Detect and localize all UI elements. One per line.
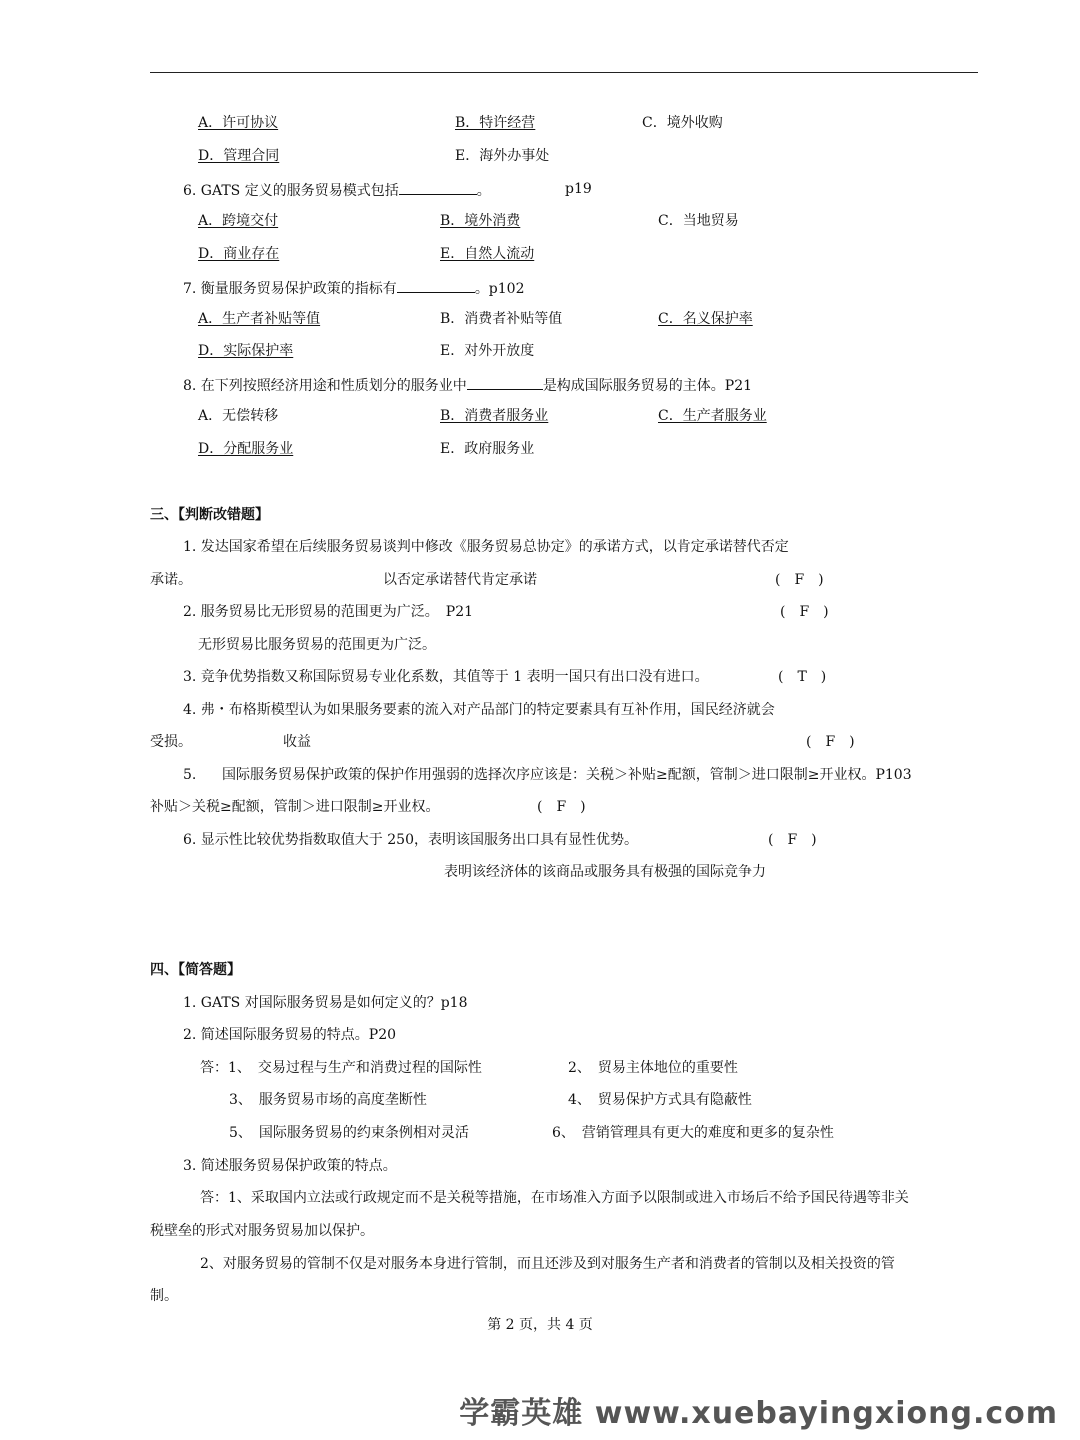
tf-item5-number: 5. [183, 767, 197, 783]
q5-option-e: E．海外办事处 [455, 148, 550, 164]
q6-option-c: C．当地贸易 [658, 213, 739, 229]
q7-option-d: D．实际保护率 [198, 343, 294, 359]
tf-item1-line2: 承诺。 [150, 572, 192, 588]
sa-q3-answer1-line2: 税壁垒的形式对服务贸易加以保护。 [150, 1223, 374, 1239]
q8-blank [467, 375, 543, 390]
tf-item2-answer: ( F ) [780, 604, 829, 620]
q7-stem [183, 278, 525, 298]
tf-item3-line1: 3. 竞争优势指数又称国际贸易专业化系数，其值等于 1 表明一国只有出口没有进口。 [183, 669, 709, 685]
tf-item5-correction: 补贴＞关税≥配额，管制＞进口限制≥开业权。 [150, 799, 440, 815]
q8-prefix: 8. 在下列按照经济用途和性质划分的服务业中 [183, 378, 467, 394]
sa-question1: 1. GATS 对国际服务贸易是如何定义的？p18 [183, 995, 468, 1011]
q6-option-e: E．自然人流动 [440, 246, 535, 262]
tf-item4-line2: 受损。 [150, 734, 192, 750]
tf-item4-line1: 4. 弗・布格斯模型认为如果服务要素的流入对产品部门的特定要素具有互补作用，国民经济就会 [183, 702, 775, 718]
q7-option-b: B．消费者补贴等值 [440, 311, 563, 327]
sa-q2-answer5: 5、 国际服务贸易的约束条例相对灵活 [229, 1125, 469, 1141]
q6-prefix: 6. GATS 定义的服务贸易模式包括 [183, 183, 399, 199]
tf-item3-answer: ( T ) [778, 669, 827, 685]
q8-option-e: E．政府服务业 [440, 441, 535, 457]
q7-prefix: 7. 衡量服务贸易保护政策的指标有 [183, 281, 397, 297]
q7-option-a: A．生产者补贴等值 [198, 311, 321, 327]
tf-item1-line1: 1. 发达国家希望在后续服务贸易谈判中修改《服务贸易总协定》的承诺方式，以肯定承诺替代否定 [183, 539, 789, 555]
tf-item6-correction: 表明该经济体的该商品或服务具有极强的国际竞争力 [444, 864, 766, 880]
q7-option-e: E．对外开放度 [440, 343, 535, 359]
tf-item1-correction: 以否定承诺替代肯定承诺 [383, 572, 537, 588]
q5-option-d: D．管理合同 [198, 148, 280, 164]
q8-option-a: A．无偿转移 [198, 408, 279, 424]
tf-item2-correction: 无形贸易比服务贸易的范围更为广泛。 [198, 637, 436, 653]
sa-q2-answer2: 2、 贸易主体地位的重要性 [568, 1060, 738, 1076]
q6-stem [183, 180, 491, 200]
q6-option-d: D．商业存在 [198, 246, 280, 262]
q5-option-a: A．许可协议 [198, 115, 279, 131]
q8-suffix: 是构成国际服务贸易的主体。P21 [542, 378, 753, 394]
sa-q2-answer1: 答：1、 交易过程与生产和消费过程的国际性 [200, 1060, 482, 1076]
watermark: 学霸英雄 www.xuebayingxiong.com [459, 1396, 1058, 1431]
q5-option-c: C．境外收购 [642, 115, 723, 131]
q6-suffix: 。 [476, 183, 491, 199]
tf-item5-line1: 国际服务贸易保护政策的保护作用强弱的选择次序应该是：关税＞补贴≥配额，管制＞进口限制≥开业权。P103 [222, 767, 912, 783]
tf-item5-answer: ( F ) [537, 799, 586, 815]
q6-blank [399, 180, 477, 195]
tf-heading: 三、【判断改错题】 [150, 507, 269, 523]
q8-option-b: B．消费者服务业 [440, 408, 549, 424]
q7-suffix: 。p102 [474, 281, 525, 297]
sa-q3-answer1-line1: 答：1、采取国内立法或行政规定而不是关税等措施，在市场准入方面予以限制或进入市场后不给予国民待遇等非关 [200, 1190, 909, 1206]
q6-page-ref: p19 [565, 181, 592, 197]
q5-option-b: B．特许经营 [455, 115, 536, 131]
sa-q2-answer3: 3、 服务贸易市场的高度垄断性 [229, 1092, 427, 1108]
tf-item2-line1: 2. 服务贸易比无形贸易的范围更为广泛。 P21 [183, 604, 474, 620]
q8-stem [183, 375, 752, 395]
tf-item6-line1: 6. 显示性比较优势指数取值大于 250，表明该国服务出口具有显性优势。 [183, 832, 638, 848]
q8-option-c: C．生产者服务业 [658, 408, 767, 424]
sa-q2-answer4: 4、 贸易保护方式具有隐蔽性 [568, 1092, 752, 1108]
q6-option-a: A．跨境交付 [198, 213, 279, 229]
page-footer: 第 2 页，共 4 页 [487, 1317, 593, 1333]
tf-item4-answer: ( F ) [806, 734, 855, 750]
sa-q3-answer2-line2: 制。 [150, 1288, 178, 1304]
sa-question3: 3. 简述服务贸易保护政策的特点。 [183, 1158, 397, 1174]
tf-item1-answer: ( F ) [775, 572, 824, 588]
q7-option-c: C．名义保护率 [658, 311, 753, 327]
sa-question2: 2. 简述国际服务贸易的特点。P20 [183, 1027, 397, 1043]
q8-option-d: D．分配服务业 [198, 441, 294, 457]
q6-option-b: B．境外消费 [440, 213, 521, 229]
q7-blank [397, 278, 475, 293]
sa-q2-answer6: 6、 营销管理具有更大的难度和更多的复杂性 [552, 1125, 834, 1141]
sa-heading: 四、【简答题】 [150, 962, 241, 978]
header-rule [150, 72, 978, 73]
sa-q3-answer2-line1: 2、对服务贸易的管制不仅是对服务本身进行管制，而且还涉及到对服务生产者和消费者的管制以及相关投资的管 [200, 1256, 895, 1272]
tf-item4-correction: 收益 [283, 734, 311, 750]
tf-item6-answer: ( F ) [768, 832, 817, 848]
